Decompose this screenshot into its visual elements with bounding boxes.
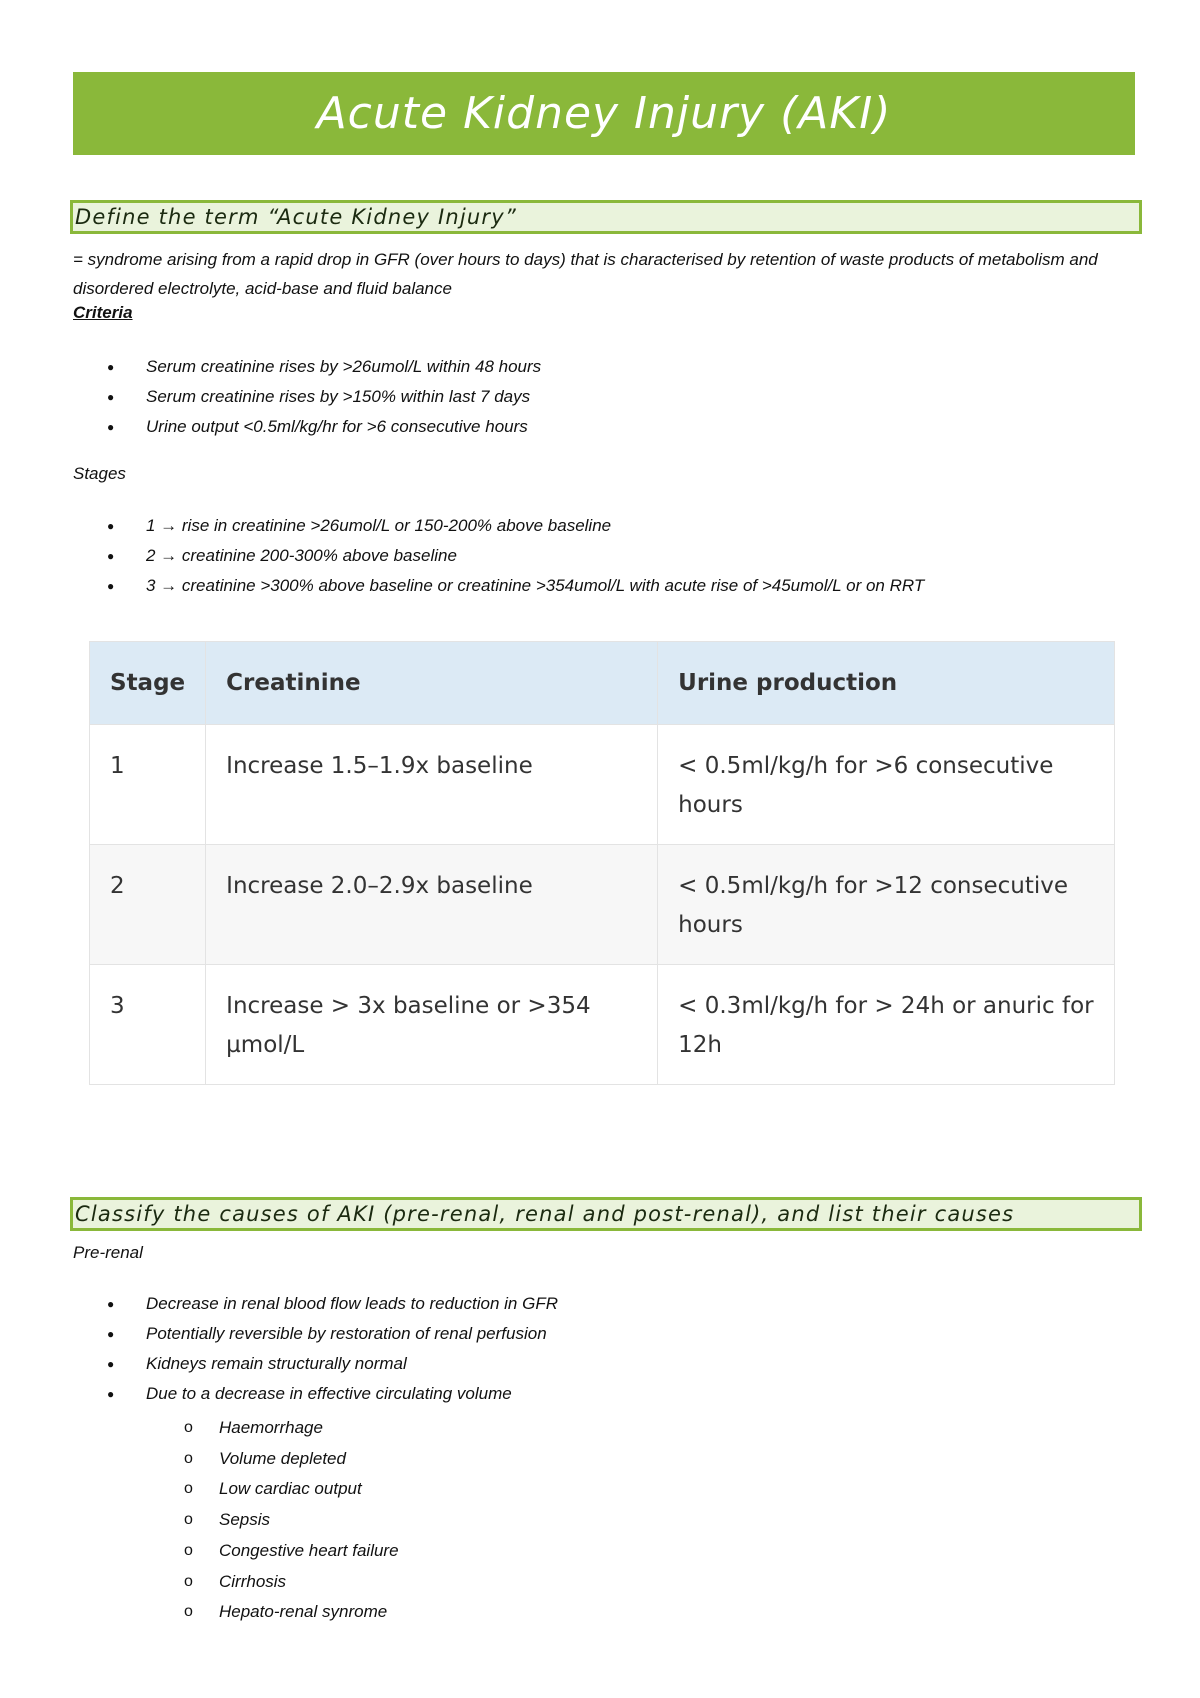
aki-stages-table xyxy=(89,641,1115,1085)
list-item: ● Decrease in renal blood flow leads to reduction in GFR xyxy=(0,1289,558,1319)
criteria-label: Criteria xyxy=(73,303,133,322)
table-cell: 3 xyxy=(90,965,206,1085)
list-item: ● Potentially reversible by restoration of renal perfusion xyxy=(0,1319,558,1349)
list-item: o Hepato-renal synrome xyxy=(0,1597,399,1628)
prerenal-list xyxy=(0,1289,558,1409)
table-row xyxy=(90,845,1115,965)
table-row xyxy=(90,965,1115,1085)
table-cell: Increase 2.0–2.9x baseline xyxy=(206,845,658,965)
title-banner xyxy=(73,72,1135,155)
criteria-list xyxy=(0,352,541,442)
prerenal-causes-list xyxy=(0,1413,399,1628)
list-item: ● 1 → rise in creatinine >26umol/L or 150-200% above baseline xyxy=(0,511,924,541)
list-item: ● Kidneys remain structurally normal xyxy=(0,1349,558,1379)
list-item: ● Due to a decrease in effective circulating volume xyxy=(0,1379,558,1409)
table-cell: < 0.5ml/kg/h for >6 consecutive hours xyxy=(658,725,1115,845)
table-cell: < 0.3ml/kg/h for > 24h or anuric for 12h xyxy=(658,965,1115,1085)
stages-label: Stages xyxy=(73,464,126,483)
list-item: o Volume depleted xyxy=(0,1444,399,1475)
list-item: o Low cardiac output xyxy=(0,1474,399,1505)
list-item: o Congestive heart failure xyxy=(0,1536,399,1567)
list-item: ● Urine output <0.5ml/kg/hr for >6 consecutive hours xyxy=(0,412,541,442)
header-stage: Stage xyxy=(90,642,206,725)
table-cell: 1 xyxy=(90,725,206,845)
list-item: o Haemorrhage xyxy=(0,1413,399,1444)
section-heading-classify: Classify the causes of AKI (pre-renal, renal and post-renal), and list their causes xyxy=(70,1197,1142,1231)
list-item: ● Serum creatinine rises by >150% within last 7 days xyxy=(0,382,541,412)
header-creatinine: Creatinine xyxy=(206,642,658,725)
header-urine-production: Urine production xyxy=(658,642,1115,725)
definition-text: = syndrome arising from a rapid drop in GFR (over hours to days) that is characterised by retention of waste products of metabolism and disordered electrolyte, acid-base and fluid balance xyxy=(73,250,1098,298)
table-cell: < 0.5ml/kg/h for >12 consecutive hours xyxy=(658,845,1115,965)
page-title: Acute Kidney Injury (AKI) xyxy=(316,88,892,139)
section-heading-define: Define the term “Acute Kidney Injury” xyxy=(70,200,1142,234)
table-cell: Increase 1.5–1.9x baseline xyxy=(206,725,658,845)
list-item: o Sepsis xyxy=(0,1505,399,1536)
table-cell: 2 xyxy=(90,845,206,965)
list-item: ● 3 → creatinine >300% above baseline or creatinine >354umol/L with acute rise of >45umol/L or on RRT xyxy=(0,571,924,601)
prerenal-label: Pre-renal xyxy=(73,1243,143,1262)
table-row xyxy=(90,725,1115,845)
list-item: ● 2 → creatinine 200-300% above baseline xyxy=(0,541,924,571)
table-header-row xyxy=(90,642,1115,725)
list-item: o Cirrhosis xyxy=(0,1567,399,1598)
table-cell: Increase > 3x baseline or >354 µmol/L xyxy=(206,965,658,1085)
list-item: ● Serum creatinine rises by >26umol/L within 48 hours xyxy=(0,352,541,382)
stages-list xyxy=(0,511,924,601)
